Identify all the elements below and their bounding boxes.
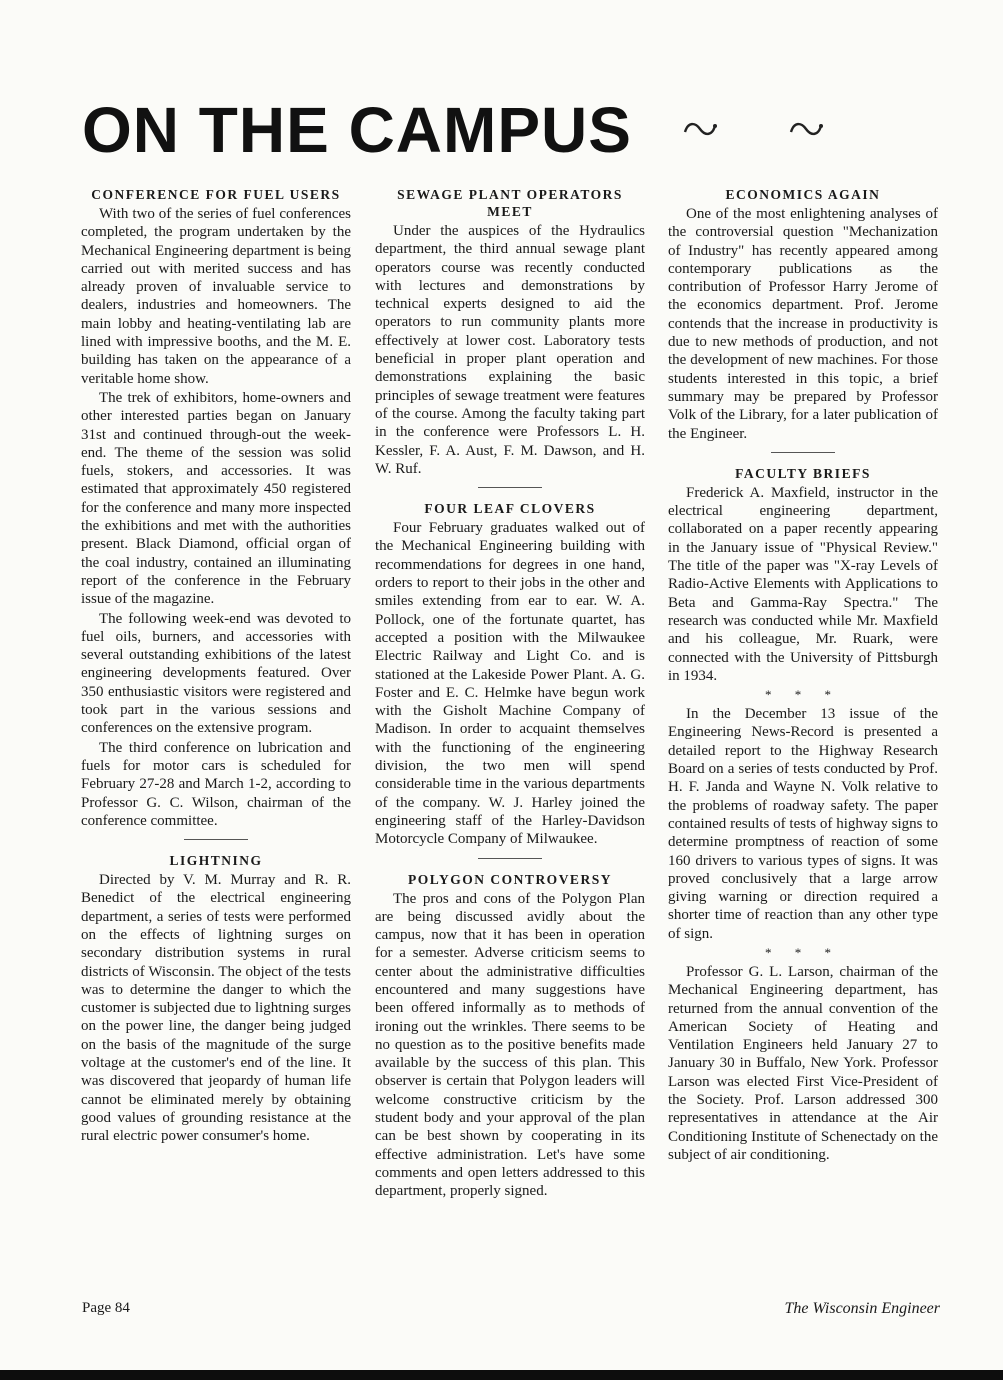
article-paragraph: Professor G. L. Larson, chairman of the Mechanical Engineering department, has returned from the annual convention of the American Society of Heating and Ventilation Engineers held January 27 to January 30 in Buffalo, New York. Professor Larson was elected First Vice-President of the Society. Prof. Larson addressed 300 representatives in attendance at the Air Conditioning Institute of Schenectady on the subject of air conditioning. bbox=[668, 963, 938, 1163]
swash-ornament-icon bbox=[788, 118, 824, 140]
article-polygon-controversy bbox=[375, 871, 645, 1201]
article-economics-again bbox=[668, 186, 938, 443]
article-paragraph: Directed by V. M. Murray and R. R. Benedict of the electrical engineering department, a series of tests were performed on the effects of lightning surges on secondary distribution systems in rural districts of Wisconsin. The object of the tests was to determine the danger to which the customer is subjected due to lightning surges on the power line, the danger being judged on the basis of the magnitude of the surge voltage at the customer's end of the line. It was discovered that jeopardy of human life cannot be eliminated merely by obtaining good values of grounding resistance at the rural electric power consumer's home. bbox=[81, 872, 351, 1145]
article-conference-fuel-users bbox=[81, 186, 351, 830]
article-paragraph: Frederick A. Maxfield, instructor in the electrical engineering department, collaborated on a paper recently appearing in the January issue of "Physical Review." The title of the paper was "X-ray Levels of Radio-Active Elements with Applications to Beta and Gamma-Ray Spectra." The research was conducted while Mr. Maxfield and his colleague, Mr. Ruark, were connected with the University of Pittsburgh in 1934. bbox=[668, 484, 938, 684]
article-heading: FOUR LEAF CLOVERS bbox=[424, 501, 596, 517]
asterism-separator: * * * bbox=[765, 944, 841, 960]
article-paragraph: The pros and cons of the Polygon Plan are being discussed avidly about the campus, now that it has been in operation for a semester. Adverse criticism seems to center about the administrative difficulties encountered and many suggestions have been offered informally as to methods of ironing out the wrinkles. There seems to be no question as to the positive benefits made available by the success of this plan. This observer is certain that Polygon leaders will welcome constructive criticism by the student body and your approval of the plan can be best shown by cooperating in its effective administration. Let's have some comments and open letters addressed to this department, properly signed. bbox=[375, 890, 645, 1200]
article-paragraph: One of the most enlightening analyses of the controversial question "Mechanization of Industry" has recently appeared among contemporary publications as the contribution of Professor Harry Jerome of the economics department. Prof. Jerome contends that the increase in productivity is due to new methods of production, and not the development of new machines. For those students interested in this topic, a brief summary may be prepared by Professor Volk of the Library, for a later publication of the Engineer. bbox=[668, 206, 938, 442]
article-paragraph: The third conference on lubrication and fuels for motor cars is scheduled for February 27-28 and March 1-2, according to Professor G. C. Wilson, chairman of the conference committee. bbox=[81, 739, 351, 829]
section-divider bbox=[184, 839, 248, 840]
article-heading: FACULTY BRIEFS bbox=[735, 465, 871, 481]
column-middle bbox=[375, 186, 645, 1202]
article-faculty-briefs bbox=[668, 465, 938, 1164]
article-heading: SEWAGE PLANT OPERATORS MEET bbox=[397, 187, 623, 219]
article-paragraph: With two of the series of fuel conferences completed, the program undertaken by the Mechanical Engineering department is being carried out with merited success and has already proven of invaluable service to dealers, industries and homeowners. The main lobby and heating-ventilating lab are lined with impressive booths, and the M. E. building has taken on the appearance of a veritable home show. bbox=[81, 206, 351, 387]
article-paragraph: The following week-end was devoted to fuel oils, burners, and accessories with several outstanding exhibitions of the latest engineering developments featured. Over 350 enthusiastic visitors were registered and took part in the various sessions and conferences on the extensive program. bbox=[81, 610, 351, 737]
article-heading: LIGHTNING bbox=[169, 853, 263, 869]
article-lightning bbox=[81, 852, 351, 1145]
scan-edge-bar bbox=[0, 1370, 1003, 1380]
column-left bbox=[81, 186, 351, 1147]
article-heading: ECONOMICS AGAIN bbox=[725, 187, 881, 202]
article-sewage-plant bbox=[375, 186, 645, 478]
section-divider bbox=[478, 487, 542, 488]
section-divider bbox=[771, 452, 835, 453]
page-number: Page 84 bbox=[82, 1300, 130, 1316]
page-title: ON THE CAMPUS bbox=[82, 94, 632, 166]
swash-ornament-icon bbox=[682, 118, 718, 140]
journal-name: The Wisconsin Engineer bbox=[784, 1300, 940, 1317]
section-divider bbox=[478, 858, 542, 859]
article-heading: CONFERENCE FOR FUEL USERS bbox=[91, 187, 341, 202]
article-paragraph: Under the auspices of the Hydraulics department, the third annual sewage plant operators course was recently conducted with lectures and demonstrations by technical experts designed to aid the operators to run community plants more effectively at lower cost. Laboratory tests beneficial in proper plant operation and demonstrations explaining the basic principles of sewage treatment were features of the course. Among the faculty taking part in the conference were Professors L. H. Kessler, F. A. Aust, F. M. Dawson, and H. W. Ruf. bbox=[375, 223, 645, 477]
article-heading: POLYGON CONTROVERSY bbox=[408, 871, 612, 887]
column-right bbox=[668, 186, 938, 1165]
article-four-leaf-clovers bbox=[375, 500, 645, 848]
article-paragraph: Four February graduates walked out of the Mechanical Engineering building with recommendations for degrees in one hand, orders to report to their jobs in the other and smiles extending from ear to ear. W. A. Pollock, one of the fortunate quartet, has accepted a position with the Milwaukee Electric Railway and Light Co. and is stationed at the Lakeside Power Plant. A. G. Foster and E. C. Helmke have begun work with the Gisholt Machine Company of Madison. In order to acquaint themselves with the functioning of the engineering division, the two men will spend considerable time in the various departments of the company. W. J. Harley joined the engineering staff of the Harley-Davidson Motorcycle Company of Milwaukee. bbox=[375, 520, 645, 848]
article-paragraph: The trek of exhibitors, home-owners and other interested parties began on January 31st and continued through-out the week-end. The theme of the session was solid fuels, stokers, and accessories. It was estimated that approximately 450 registered for the conference and many more inspected the exhibitions and met with the authorities present. Black Diamond, official organ of the coal industry, contained an illuminating report of the conference in the February issue of the magazine. bbox=[81, 389, 351, 608]
article-paragraph: In the December 13 issue of the Engineering News-Record is presented a detailed report to the Highway Research Board on a series of tests conducted by Prof. H. F. Janda and Wayne N. Volk relative to the problems of roadway safety. The paper contained results of tests of highway signs to determine promptness of reaction of some 160 drivers to various types of signs. It was proved conclusively that a large arrow giving warning or direction required a shorter time of reaction than any other type of sign. bbox=[668, 706, 938, 942]
asterism-separator: * * * bbox=[765, 687, 841, 703]
